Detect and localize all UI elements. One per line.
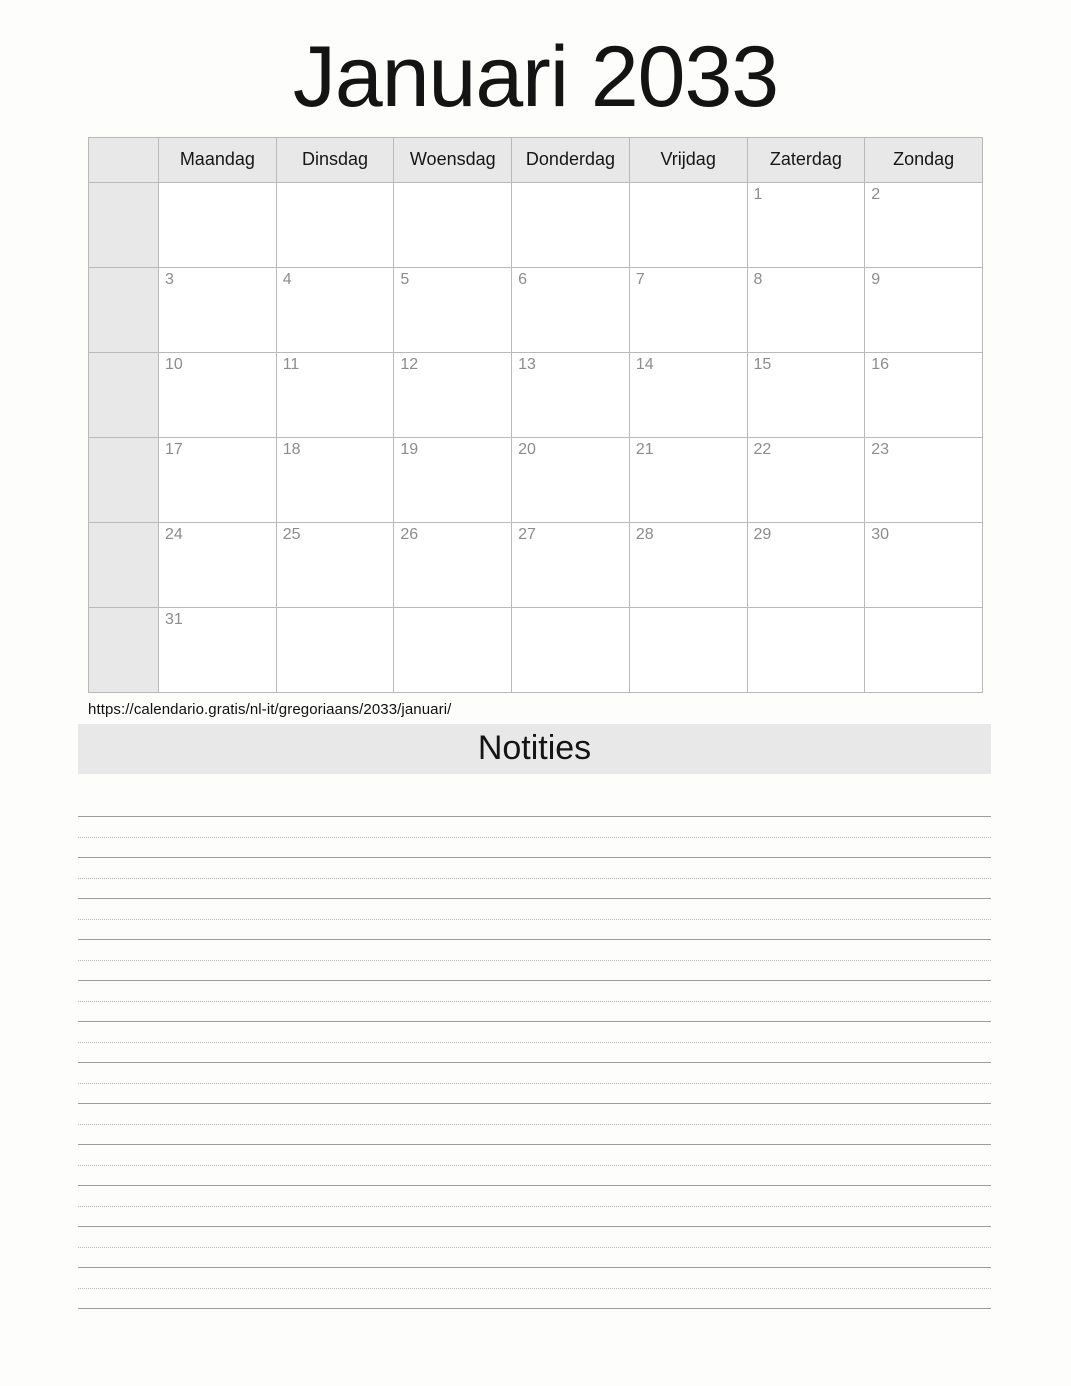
day-number: 30	[871, 525, 890, 543]
day-cell[interactable]	[747, 182, 865, 267]
notes-line[interactable]	[78, 776, 991, 817]
day-number: 1	[753, 185, 763, 203]
week-gutter-header	[89, 137, 159, 182]
day-cell[interactable]	[512, 352, 630, 437]
notes-line[interactable]	[78, 1227, 991, 1268]
day-number: 28	[635, 525, 654, 543]
calendar-container	[0, 137, 1071, 693]
day-cell[interactable]	[512, 437, 630, 522]
day-cell[interactable]	[747, 437, 865, 522]
day-cell[interactable]	[629, 352, 747, 437]
weekday-header-tuesday: Dinsdag	[276, 137, 394, 182]
day-cell[interactable]	[747, 267, 865, 352]
notes-section	[0, 724, 1071, 1310]
day-number: 13	[518, 355, 536, 373]
day-number: 29	[753, 525, 772, 543]
week-gutter-cell	[89, 352, 159, 437]
day-cell[interactable]	[512, 182, 630, 267]
weekday-header-monday: Maandag	[159, 137, 277, 182]
week-gutter-cell	[89, 182, 159, 267]
day-cell[interactable]	[747, 607, 865, 692]
day-cell[interactable]	[865, 267, 983, 352]
day-cell[interactable]	[276, 437, 394, 522]
week-gutter-cell	[89, 522, 159, 607]
calendar-week-row	[89, 352, 983, 437]
notes-line[interactable]	[78, 1104, 991, 1145]
day-number: 7	[635, 270, 645, 288]
day-number: 18	[282, 440, 301, 458]
calendar-header-row	[89, 137, 983, 182]
day-cell[interactable]	[159, 437, 277, 522]
day-number: 21	[635, 440, 654, 458]
day-cell[interactable]	[394, 437, 512, 522]
day-cell[interactable]	[159, 182, 277, 267]
week-gutter-cell	[89, 607, 159, 692]
day-cell[interactable]	[865, 437, 983, 522]
day-cell[interactable]	[747, 522, 865, 607]
notes-line[interactable]	[78, 1063, 991, 1104]
day-cell[interactable]	[276, 607, 394, 692]
day-number: 6	[518, 270, 528, 288]
day-number: 16	[871, 355, 890, 373]
day-cell[interactable]	[512, 522, 630, 607]
day-number: 19	[400, 440, 419, 458]
day-number: 24	[165, 525, 183, 543]
calendar-week-row	[89, 437, 983, 522]
day-cell[interactable]	[865, 522, 983, 607]
day-cell[interactable]	[629, 267, 747, 352]
day-cell[interactable]	[865, 607, 983, 692]
day-cell[interactable]	[159, 352, 277, 437]
calendar-week-row	[89, 182, 983, 267]
day-cell[interactable]	[276, 182, 394, 267]
day-cell[interactable]	[747, 352, 865, 437]
day-cell[interactable]	[865, 352, 983, 437]
day-number: 14	[635, 355, 654, 373]
calendar-week-row	[89, 267, 983, 352]
weekday-header-thursday: Donderdag	[512, 137, 630, 182]
day-cell[interactable]	[394, 267, 512, 352]
day-cell[interactable]	[629, 607, 747, 692]
day-number: 10	[165, 355, 183, 373]
day-cell[interactable]	[276, 352, 394, 437]
weekday-header-sunday: Zondag	[865, 137, 983, 182]
day-number: 15	[753, 355, 772, 373]
weekday-header-saturday: Zaterdag	[747, 137, 865, 182]
calendar-table	[88, 137, 983, 693]
day-cell[interactable]	[394, 182, 512, 267]
day-number: 8	[753, 270, 763, 288]
calendar-week-row	[89, 522, 983, 607]
notes-line[interactable]	[78, 1268, 991, 1309]
day-number: 2	[871, 185, 881, 203]
day-number: 26	[400, 525, 419, 543]
notes-line[interactable]	[78, 981, 991, 1022]
day-cell[interactable]	[159, 607, 277, 692]
page-title: Januari 2033	[292, 29, 779, 125]
day-cell[interactable]	[629, 522, 747, 607]
day-number: 17	[165, 440, 183, 458]
day-number: 22	[753, 440, 772, 458]
day-number: 12	[400, 355, 419, 373]
weekday-header-friday: Vrijdag	[629, 137, 747, 182]
day-cell[interactable]	[512, 607, 630, 692]
notes-line[interactable]	[78, 817, 991, 858]
notes-line[interactable]	[78, 940, 991, 981]
day-cell[interactable]	[276, 522, 394, 607]
day-cell[interactable]	[159, 267, 277, 352]
source-url[interactable]: https://calendario.gratis/nl-it/gregoriaans/2033/januari/	[88, 700, 452, 718]
day-number: 9	[871, 270, 881, 288]
day-number: 3	[165, 270, 174, 288]
notes-line[interactable]	[78, 899, 991, 940]
day-number: 4	[282, 270, 292, 288]
week-gutter-cell	[89, 267, 159, 352]
day-cell[interactable]	[512, 267, 630, 352]
day-cell[interactable]	[159, 522, 277, 607]
calendar-week-row	[89, 607, 983, 692]
day-number: 25	[282, 525, 301, 543]
day-cell[interactable]	[276, 267, 394, 352]
day-cell[interactable]	[629, 182, 747, 267]
day-cell[interactable]	[394, 607, 512, 692]
notes-line[interactable]	[78, 1022, 991, 1063]
day-number: 23	[871, 440, 890, 458]
day-number: 31	[165, 610, 183, 628]
notes-heading: Notities	[78, 724, 991, 775]
day-cell[interactable]	[629, 437, 747, 522]
notes-lines[interactable]	[78, 776, 991, 1309]
day-number: 11	[282, 355, 300, 373]
day-cell[interactable]	[865, 182, 983, 267]
calendar-body	[89, 182, 983, 692]
notes-line[interactable]	[78, 1145, 991, 1186]
day-cell[interactable]	[394, 352, 512, 437]
day-number: 27	[518, 525, 536, 543]
day-cell[interactable]	[394, 522, 512, 607]
notes-line[interactable]	[78, 858, 991, 899]
day-number: 5	[400, 270, 410, 288]
weekday-header-wednesday: Woensdag	[394, 137, 512, 182]
week-gutter-cell	[89, 437, 159, 522]
day-number: 20	[518, 440, 536, 458]
notes-line[interactable]	[78, 1186, 991, 1227]
